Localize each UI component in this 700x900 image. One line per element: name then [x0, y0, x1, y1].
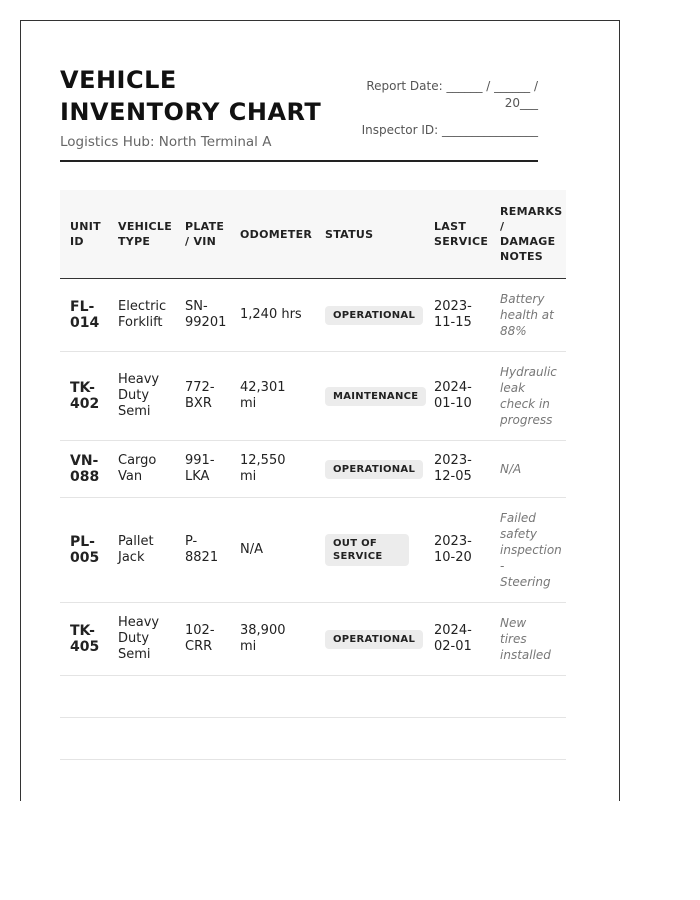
- vehicle-type-cell: Heavy Duty Semi: [108, 603, 175, 676]
- remarks-cell: N/A: [490, 441, 566, 498]
- report-date-year[interactable]: 20___: [504, 96, 538, 110]
- odometer-cell: 12,550 mi: [230, 441, 315, 498]
- unit-id-cell: PL-005: [60, 498, 108, 603]
- inspector-id-field[interactable]: Inspector ID: ________________: [361, 123, 538, 137]
- unit-id-cell: VN-088: [60, 441, 108, 498]
- last-service-cell: 2024-02-01: [424, 603, 490, 676]
- status-badge: MAINTENANCE: [325, 387, 426, 406]
- table-row: [60, 279, 566, 352]
- report-header: [60, 64, 538, 162]
- unit-id-cell: FL-014: [60, 279, 108, 352]
- vehicle-type-cell: Cargo Van: [108, 441, 175, 498]
- column-header-plate-vin: PLATE / VIN: [175, 190, 230, 279]
- last-service-cell: 2023-11-15: [424, 279, 490, 352]
- odometer-cell: 42,301 mi: [230, 352, 315, 441]
- remarks-cell: Hydraulic leak check in progress: [490, 352, 566, 441]
- table-row: [60, 498, 566, 603]
- status-badge: OPERATIONAL: [325, 630, 423, 649]
- status-cell: [315, 279, 424, 352]
- empty-table-row[interactable]: [60, 676, 566, 718]
- column-header-vehicle-type: VEHICLE TYPE: [108, 190, 175, 279]
- vehicle-type-cell: Heavy Duty Semi: [108, 352, 175, 441]
- plate-cell: 991-LKA: [175, 441, 230, 498]
- vehicle-type-cell: Electric Forklift: [108, 279, 175, 352]
- vehicle-type-cell: Pallet Jack: [108, 498, 175, 603]
- unit-id-cell: TK-405: [60, 603, 108, 676]
- plate-cell: SN-99201: [175, 279, 230, 352]
- plate-cell: P-8821: [175, 498, 230, 603]
- column-header-unit-id: UNIT ID: [60, 190, 108, 279]
- status-badge: OPERATIONAL: [325, 460, 423, 479]
- table-row: [60, 603, 566, 676]
- empty-table-row[interactable]: [60, 718, 566, 760]
- status-cell: [315, 498, 424, 603]
- status-badge: OPERATIONAL: [325, 306, 423, 325]
- report-date-field[interactable]: Report Date: ______ / ______ /: [366, 79, 538, 93]
- column-header-remarks: REMARKS / DAMAGE NOTES: [490, 190, 566, 279]
- unit-id-cell: TK-402: [60, 352, 108, 441]
- empty-row-cell[interactable]: [60, 718, 566, 760]
- last-service-cell: 2024-01-10: [424, 352, 490, 441]
- column-header-status: STATUS: [315, 190, 424, 279]
- status-cell: [315, 603, 424, 676]
- column-header-last-service: LAST SERVICE: [424, 190, 490, 279]
- report-meta: [338, 78, 538, 139]
- status-cell: [315, 352, 424, 441]
- table-header-row: [60, 190, 566, 279]
- inventory-table: [60, 190, 566, 760]
- last-service-cell: 2023-10-20: [424, 498, 490, 603]
- empty-row-cell[interactable]: [60, 676, 566, 718]
- odometer-cell: 1,240 hrs: [230, 279, 315, 352]
- status-cell: [315, 441, 424, 498]
- page-title: VEHICLE INVENTORY CHART: [60, 66, 322, 126]
- table-row: [60, 441, 566, 498]
- remarks-cell: New tires installed: [490, 603, 566, 676]
- table-row: [60, 352, 566, 441]
- odometer-cell: N/A: [230, 498, 315, 603]
- remarks-cell: Battery health at 88%: [490, 279, 566, 352]
- plate-cell: 102-CRR: [175, 603, 230, 676]
- inventory-table-container: [60, 190, 566, 760]
- plate-cell: 772-BXR: [175, 352, 230, 441]
- page-subtitle: Logistics Hub: North Terminal A: [60, 134, 272, 150]
- last-service-cell: 2023-12-05: [424, 441, 490, 498]
- odometer-cell: 38,900 mi: [230, 603, 315, 676]
- remarks-cell: Failed safety inspection - Steering: [490, 498, 566, 603]
- status-badge: OUT OF SERVICE: [325, 534, 409, 566]
- column-header-odometer: ODOMETER: [230, 190, 315, 279]
